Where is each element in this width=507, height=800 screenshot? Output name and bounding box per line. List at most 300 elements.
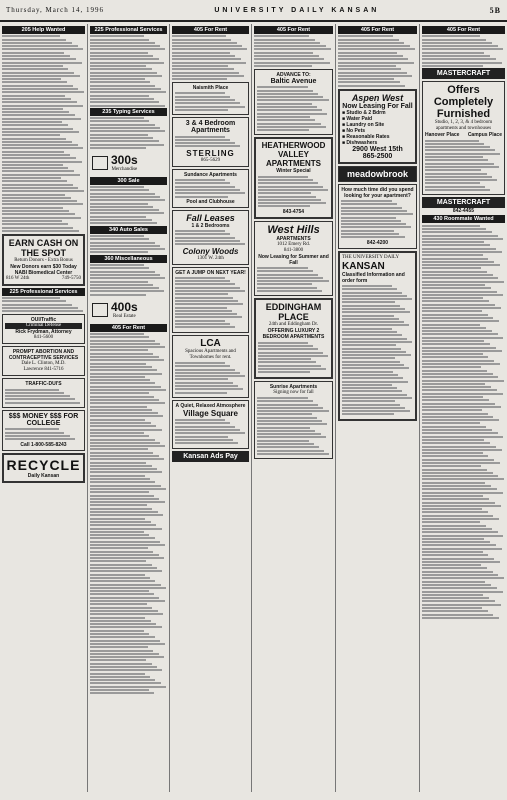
- text-line: [90, 379, 150, 381]
- text-line: [90, 485, 161, 487]
- text-line: [257, 119, 315, 121]
- text-line: [175, 237, 235, 239]
- kansan-title: KANSAN: [342, 260, 385, 272]
- naismith-title: Naismith Place: [192, 85, 229, 92]
- offers-title: Offers Completely Furnished: [433, 84, 494, 121]
- text-line: [90, 435, 149, 437]
- text-line: [342, 384, 392, 386]
- text-line: [257, 113, 327, 115]
- re-num: 400s: [111, 299, 138, 314]
- text-line: [258, 342, 308, 344]
- text-line: [425, 159, 488, 161]
- text-line: [425, 143, 484, 145]
- text-line: [422, 416, 493, 418]
- text-line: [425, 169, 481, 171]
- ad-line: New Donors earn $30 Today: [10, 263, 77, 270]
- text-line: [175, 388, 243, 390]
- lca-sub: Spacious Apartments and Townhomes for rent.: [185, 348, 236, 360]
- text-line: [257, 270, 313, 272]
- eddingham-sub: 24th and Eddingham Dr.: [268, 322, 319, 328]
- text-line: [90, 465, 152, 467]
- text-line: [422, 287, 491, 289]
- text-line: [422, 235, 498, 237]
- text-line: [90, 481, 155, 483]
- text-line: [90, 600, 165, 602]
- text-line: [175, 313, 237, 315]
- text-line: [2, 210, 69, 212]
- text-line: [90, 590, 149, 592]
- text-line: [175, 382, 233, 384]
- text-line: [90, 356, 159, 358]
- text-line: [175, 310, 232, 312]
- text-line: [422, 548, 502, 550]
- text-line: [422, 62, 502, 64]
- text-line: [257, 443, 314, 445]
- text-line: [90, 333, 144, 335]
- text-line: [341, 223, 406, 225]
- text-line: [422, 577, 504, 579]
- ad-address: 816 W 24th: [6, 275, 30, 281]
- sundance-title: Sundance Apartments: [184, 171, 237, 178]
- column-1: [0, 24, 88, 792]
- text-line: [175, 189, 240, 191]
- text-line: [422, 267, 481, 269]
- text-line: [2, 62, 82, 64]
- text-line: [90, 646, 148, 648]
- text-line: [258, 189, 328, 191]
- text-line: [341, 233, 399, 235]
- text-line: [90, 475, 145, 477]
- text-line: [2, 174, 80, 176]
- text-line: [90, 593, 154, 595]
- text-line: [342, 331, 397, 333]
- text-line: [172, 52, 230, 54]
- aspen-ad: [338, 89, 417, 164]
- text-line: [2, 55, 70, 57]
- ad-subtitle: Return Donors - Extra Bonus: [14, 257, 73, 263]
- text-line: [422, 39, 486, 41]
- text-line: [90, 623, 156, 625]
- eddingham-title: EDDINGHAM PLACE: [265, 302, 322, 323]
- text-line: [257, 417, 317, 419]
- text-line: [175, 109, 228, 111]
- text-line: [90, 686, 166, 688]
- text-line: [257, 410, 329, 412]
- text-line: [90, 117, 144, 119]
- text-line: [90, 399, 159, 401]
- text-line: [425, 186, 485, 188]
- prompt-name: Dale L. Clinton, M.D.: [21, 361, 66, 367]
- text-line: [257, 404, 318, 406]
- text-line: [2, 207, 63, 209]
- text-line: [422, 340, 484, 342]
- text-line: [422, 587, 497, 589]
- text-line: [90, 287, 159, 289]
- text-line: [90, 445, 165, 447]
- text-line: [90, 203, 148, 205]
- text-line: [2, 78, 61, 80]
- aspen-feature: ■ Reasonable Rates: [342, 133, 390, 140]
- text-line: [342, 324, 409, 326]
- text-line: [90, 501, 165, 503]
- money-phone: Call 1-800-585-8243: [20, 441, 67, 448]
- text-line: [258, 371, 310, 373]
- text-line: [90, 518, 145, 520]
- text-line: [2, 144, 78, 146]
- text-line: [2, 310, 83, 312]
- text-line: [90, 238, 149, 240]
- text-line: [175, 179, 225, 181]
- section-header: 405 For Rent: [90, 324, 167, 332]
- page-number: 5B: [489, 5, 501, 15]
- text-line: [342, 334, 402, 336]
- sunrise-ad: [254, 381, 333, 460]
- text-line: [175, 439, 233, 441]
- text-line: [425, 149, 495, 151]
- text-line: [90, 42, 155, 44]
- text-line: [258, 345, 313, 347]
- house-icon: [92, 303, 108, 317]
- text-line: [2, 217, 81, 219]
- text-line: [175, 362, 225, 364]
- text-line: [5, 389, 59, 391]
- section-header: 235 Typing Services: [90, 108, 167, 116]
- text-line: [90, 274, 160, 276]
- text-line: [422, 277, 498, 279]
- text-line: [422, 436, 503, 438]
- text-line: [342, 338, 407, 340]
- text-line: [341, 210, 407, 212]
- text-line: [90, 140, 159, 142]
- text-line: [175, 186, 235, 188]
- text-line: [90, 137, 153, 139]
- text-line: [175, 196, 228, 198]
- text-line: [5, 432, 64, 434]
- text-line: [2, 180, 67, 182]
- text-line: [422, 58, 496, 60]
- text-line: [2, 187, 78, 189]
- text-line: [254, 48, 331, 50]
- text-line: [254, 35, 309, 37]
- text-line: [172, 75, 244, 77]
- text-line: [90, 88, 161, 90]
- text-line: [338, 68, 401, 70]
- text-line: [342, 321, 404, 323]
- text-line: [2, 65, 63, 67]
- text-line: [342, 371, 393, 373]
- text-line: [422, 446, 496, 448]
- text-line: [422, 393, 503, 395]
- text-line: [2, 164, 63, 166]
- text-line: [2, 52, 64, 54]
- text-line: [90, 498, 159, 500]
- text-line: [90, 468, 157, 470]
- text-line: [175, 96, 230, 98]
- text-line: [342, 377, 403, 379]
- text-line: [257, 267, 308, 269]
- text-line: [422, 482, 485, 484]
- text-line: [90, 346, 165, 348]
- text-line: [2, 39, 66, 41]
- text-line: [422, 35, 480, 37]
- text-line: [90, 251, 148, 253]
- heatherwood-title: HEATHERWOOD VALLEY APARTMENTS: [261, 141, 326, 169]
- text-line: [2, 161, 82, 163]
- text-line: [90, 669, 162, 671]
- text-line: [175, 442, 238, 444]
- aspen-features: [342, 110, 413, 146]
- text-line: [258, 202, 326, 204]
- text-line: [175, 323, 230, 325]
- baltic-ad: [254, 69, 333, 135]
- text-line: [90, 219, 152, 221]
- text-line: [90, 471, 162, 473]
- jump-title: GET A JUMP ON NEXT YEAR!: [175, 269, 246, 276]
- text-line: [175, 142, 235, 144]
- text-line: [257, 427, 310, 429]
- text-line: [2, 134, 60, 136]
- text-line: [5, 392, 64, 394]
- text-line: [2, 81, 67, 83]
- text-line: [422, 521, 480, 523]
- text-line: [90, 640, 160, 642]
- text-line: [341, 230, 394, 232]
- text-line: [90, 147, 146, 149]
- text-line: [342, 288, 397, 290]
- text-line: [422, 353, 483, 355]
- text-line: [342, 387, 397, 389]
- advance-label: ADVANCE TO:: [276, 71, 311, 78]
- ads-pay-banner: Kansan Ads Pay: [172, 451, 249, 462]
- text-line: [175, 426, 235, 428]
- text-line: [422, 360, 494, 362]
- text-line: [257, 287, 317, 289]
- text-line: [422, 535, 503, 537]
- text-line: [338, 35, 393, 37]
- section-header: 300 Sale: [90, 177, 167, 185]
- text-line: [90, 389, 166, 391]
- text-line: [254, 62, 330, 64]
- text-line: [422, 429, 492, 431]
- text-line: [422, 347, 496, 349]
- text-line: [2, 297, 60, 299]
- text-line: [90, 412, 158, 414]
- text-line: [90, 597, 159, 599]
- west-addr: 1012 Emery Rd.: [277, 241, 310, 247]
- text-line: [2, 194, 65, 196]
- text-line: [422, 399, 489, 401]
- text-line: [422, 581, 485, 583]
- text-line: [422, 472, 493, 474]
- text-line: [422, 363, 500, 365]
- text-line: [342, 301, 395, 303]
- masthead: [0, 0, 507, 22]
- text-line: [90, 81, 150, 83]
- text-line: [90, 216, 146, 218]
- text-line: [422, 310, 482, 312]
- text-line: [342, 308, 405, 310]
- text-line: [342, 354, 411, 356]
- aspen-feature: ■ No Pets: [342, 127, 366, 134]
- text-line: [257, 123, 321, 125]
- text-line: [342, 390, 402, 392]
- text-line: [422, 610, 488, 612]
- text-line: [342, 318, 399, 320]
- text-line: [90, 557, 164, 559]
- text-line: [422, 370, 487, 372]
- text-line: [341, 217, 396, 219]
- hanover: Hanover Place: [425, 132, 460, 139]
- text-line: [422, 422, 480, 424]
- text-line: [422, 228, 486, 230]
- text-line: [422, 231, 492, 233]
- text-line: [422, 281, 504, 283]
- text-line: [90, 264, 144, 266]
- text-line: [2, 114, 75, 116]
- text-line: [90, 248, 165, 250]
- text-line: [422, 498, 489, 500]
- text-line: [422, 426, 486, 428]
- lca-title: LCA: [200, 337, 221, 349]
- text-line: [257, 397, 308, 399]
- text-line: [2, 68, 68, 70]
- text-line: [422, 300, 489, 302]
- text-line: [2, 72, 74, 74]
- text-line: [5, 395, 70, 397]
- text-line: [422, 261, 494, 263]
- law-name: Rick Frydman, Attorney: [15, 329, 72, 336]
- text-line: [422, 551, 483, 553]
- text-line: [338, 52, 397, 54]
- text-line: [342, 328, 392, 330]
- text-line: [175, 372, 240, 374]
- text-line: [90, 199, 165, 201]
- text-line: [338, 81, 400, 83]
- sterling-phone: 865-5629: [200, 157, 221, 163]
- text-line: [175, 422, 230, 424]
- text-line: [175, 378, 228, 380]
- text-line: [90, 554, 159, 556]
- text-line: [338, 55, 403, 57]
- text-line: [257, 450, 324, 452]
- text-line: [422, 413, 488, 415]
- text-line: [2, 154, 70, 156]
- heatherwood-phone: 843-4754: [282, 208, 305, 215]
- text-line: [2, 177, 61, 179]
- text-line: [422, 604, 501, 606]
- law-ad: [2, 314, 85, 344]
- text-line: [254, 45, 326, 47]
- text-line: [258, 348, 318, 350]
- text-line: [257, 90, 313, 92]
- text-line: [2, 230, 79, 232]
- text-line: [257, 274, 318, 276]
- text-line: [422, 465, 481, 467]
- text-line: [422, 455, 488, 457]
- text-line: [90, 39, 149, 41]
- text-line: [172, 72, 239, 74]
- aspen-address: 2900 West 15th: [352, 145, 403, 153]
- text-line: [90, 52, 148, 54]
- text-line: [422, 541, 490, 543]
- text-line: [342, 410, 410, 412]
- text-line: [2, 48, 83, 50]
- text-line: [422, 304, 495, 306]
- text-line: [175, 326, 235, 328]
- text-line: [422, 597, 489, 599]
- text-line: [342, 381, 408, 383]
- text-line: [175, 277, 225, 279]
- offers-ad: [422, 81, 505, 195]
- text-line: [90, 409, 152, 411]
- text-line: [258, 352, 323, 354]
- eddingham-offer: OFFERING LUXURY 2 BEDROOM APARTMENTS: [262, 328, 325, 341]
- text-line: [2, 95, 65, 97]
- text-line: [90, 55, 153, 57]
- text-line: [90, 653, 159, 655]
- text-line: [422, 258, 488, 260]
- village-title: A Quiet, Relaxed Atmosphere: [175, 402, 246, 409]
- offers-sub: Studio, 1, 2, 3, & 4 bedroom apartments and townhouses: [434, 120, 493, 132]
- text-line: [342, 311, 410, 313]
- column-3: [170, 24, 252, 792]
- text-line: [2, 88, 78, 90]
- meadowbrook-question: How much time did you spend looking for your apartment?: [341, 186, 414, 199]
- text-line: [90, 392, 149, 394]
- text-line: [2, 200, 77, 202]
- text-line: [342, 298, 412, 300]
- text-line: [175, 419, 225, 421]
- text-line: [342, 397, 412, 399]
- text-line: [90, 212, 164, 214]
- text-line: [90, 242, 155, 244]
- text-line: [172, 35, 226, 37]
- west-phone: 841-3800: [283, 247, 304, 253]
- text-line: [257, 440, 309, 442]
- sunrise-title: Sunrise Apartments: [269, 383, 318, 390]
- text-line: [2, 75, 80, 77]
- text-line: [425, 173, 487, 175]
- mastercraft-banner-2: MASTERCRAFT: [422, 197, 505, 208]
- west-title: West Hills: [267, 223, 320, 236]
- text-line: [175, 280, 230, 282]
- text-line: [342, 404, 400, 406]
- text-line: [425, 140, 479, 142]
- traffic-ad: [2, 378, 85, 408]
- text-line: [338, 58, 408, 60]
- text-line: [422, 544, 496, 546]
- text-line: [90, 189, 149, 191]
- text-line: [90, 534, 149, 536]
- mastercraft-banner: MASTERCRAFT: [422, 68, 505, 79]
- text-line: [90, 692, 154, 694]
- text-line: [90, 363, 146, 365]
- sundance-sub: Pool and Clubhouse: [186, 198, 235, 205]
- text-line: [422, 531, 498, 533]
- text-line: [422, 320, 499, 322]
- text-line: [422, 488, 497, 490]
- text-line: [2, 220, 62, 222]
- text-line: [422, 291, 497, 293]
- text-line: [175, 320, 225, 322]
- order-form: [338, 251, 417, 421]
- text-line: [422, 244, 490, 246]
- text-line: [254, 52, 313, 54]
- section-header: 405 For Rent: [338, 26, 417, 34]
- text-line: [338, 65, 396, 67]
- text-line: [2, 85, 73, 87]
- text-line: [5, 428, 59, 430]
